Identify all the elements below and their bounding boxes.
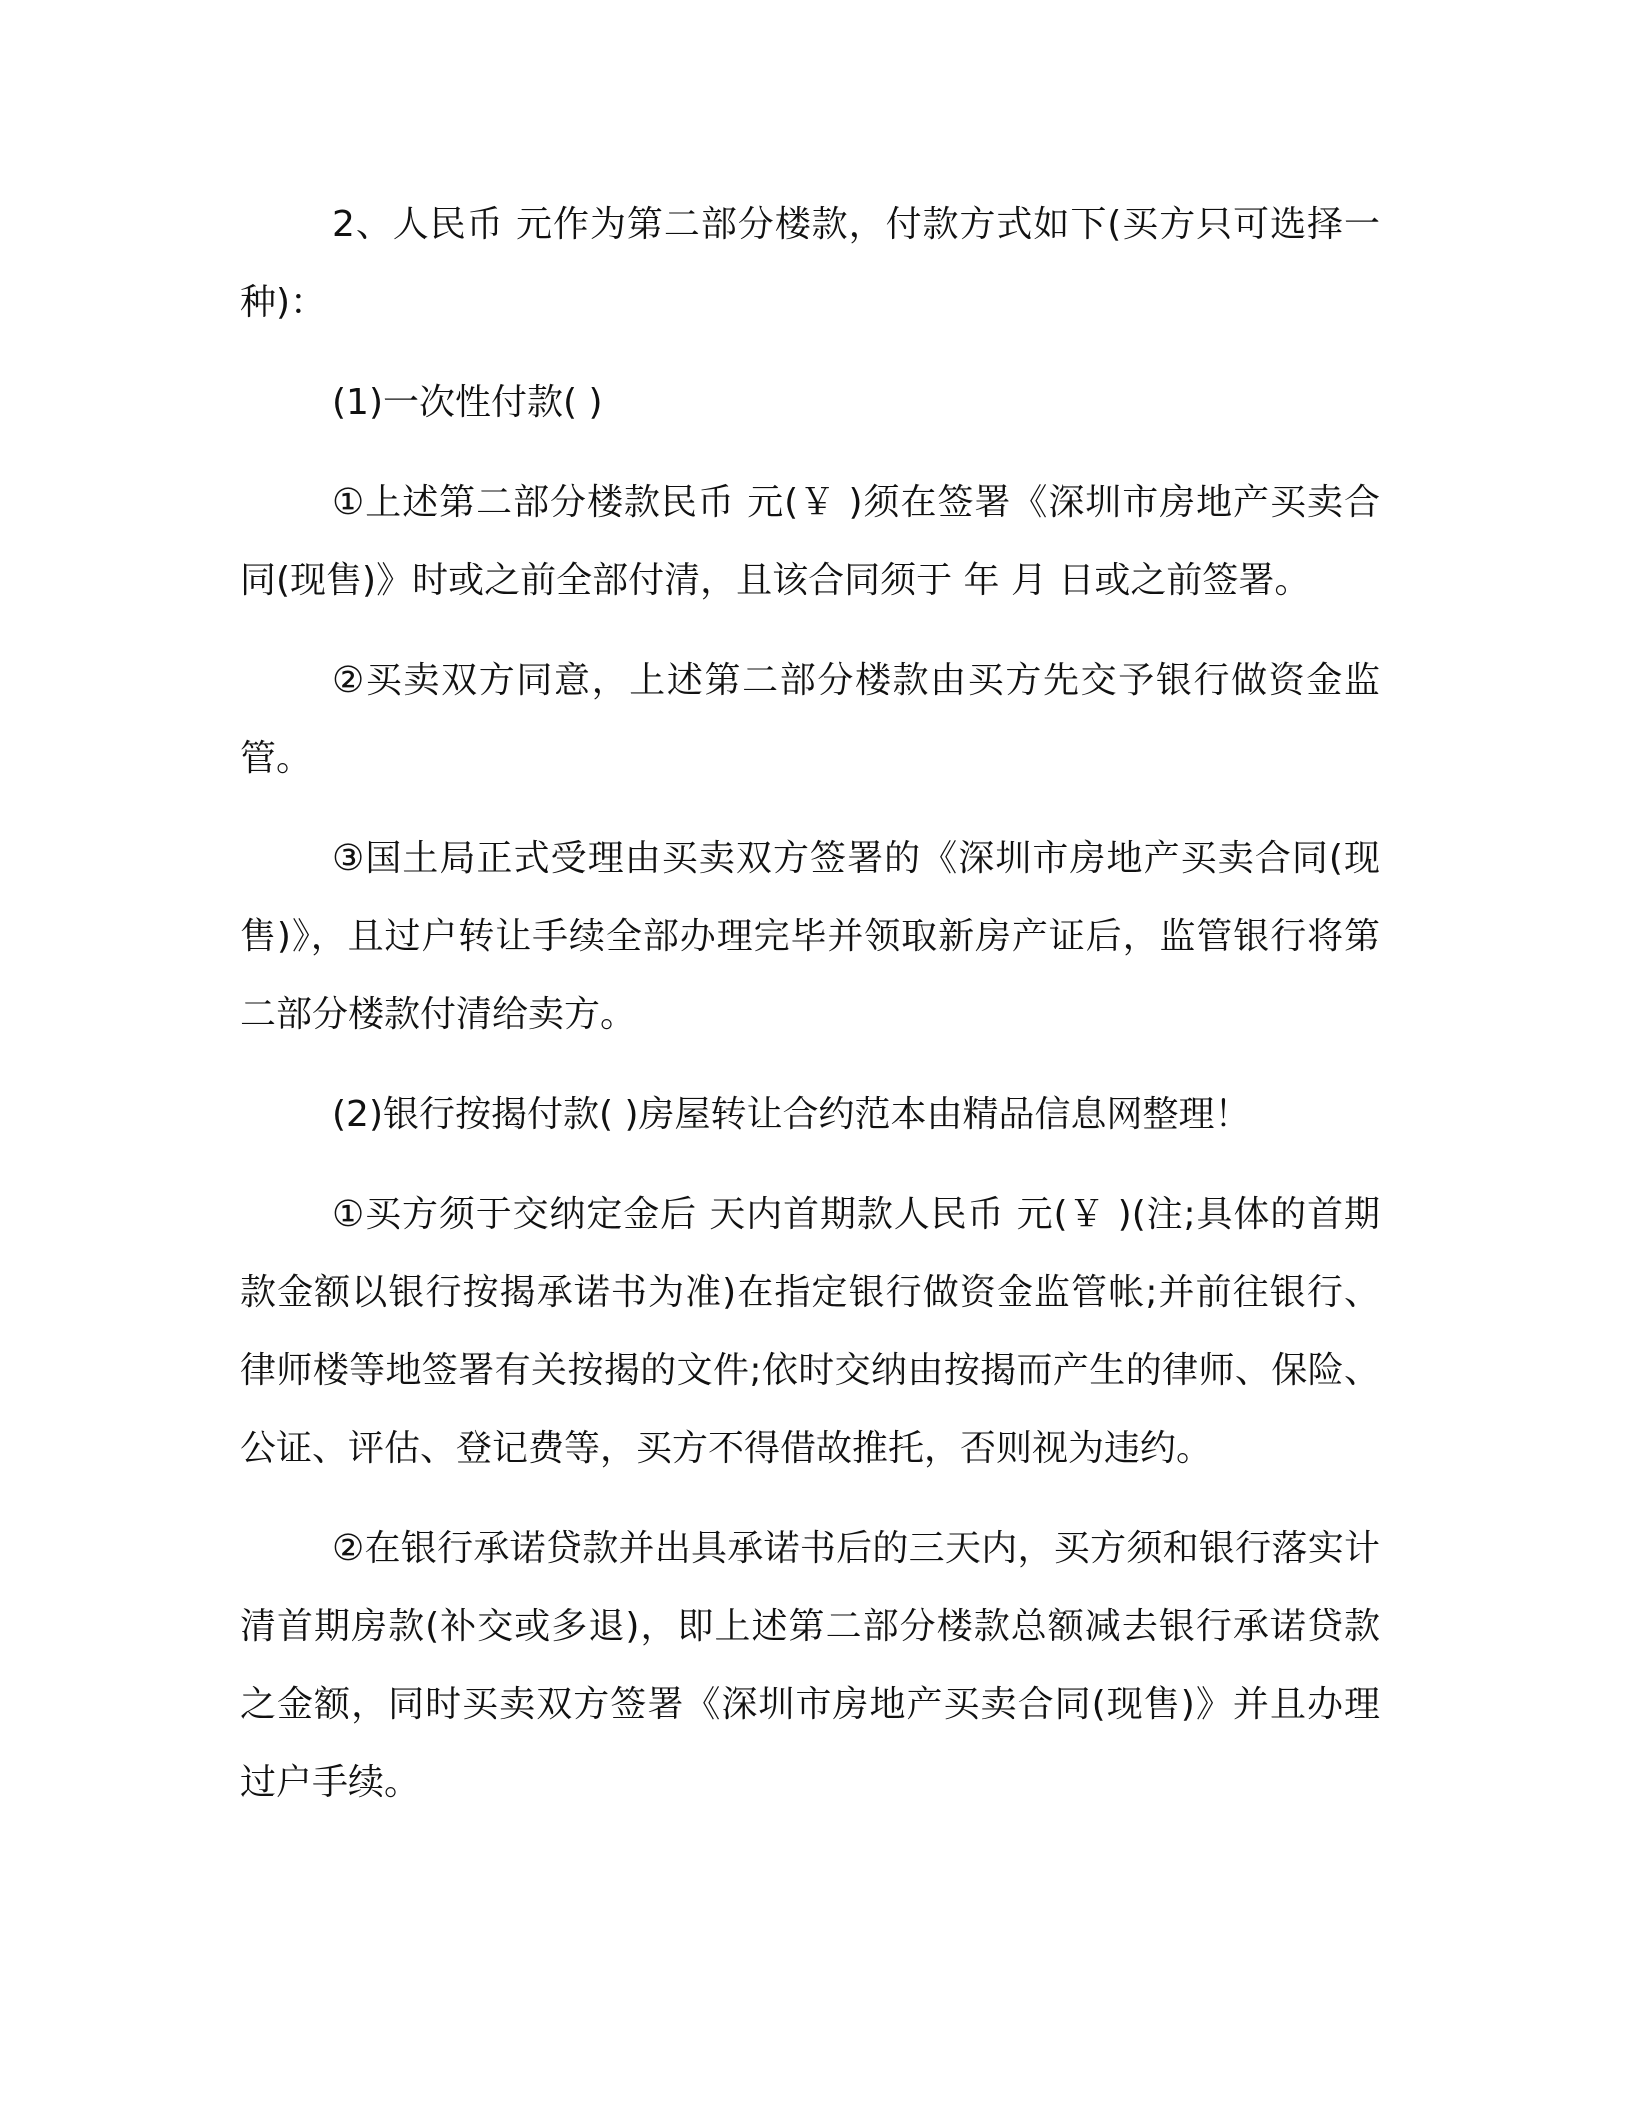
paragraph-mortgage-heading: (2)银行按揭付款( )房屋转让合约范本由精品信息网整理！: [332, 1094, 1251, 1135]
paragraph-lump-sum-heading: (1)一次性付款( ): [332, 382, 603, 423]
paragraph-lump-sum-item-3: ③国土局正式受理由买卖双方签署的《深圳市房地产买卖合同(现售)》，且过户转让手续全部办理完毕并领取新房产证后，监管银行将第二部分楼款付清给卖方。: [240, 838, 1380, 1035]
paragraph-mortgage-item-1: ①买方须于交纳定金后 天内首期款人民币 元(￥ )(注;具体的首期款金额以银行按揭承诺书为准)在指定银行做资金监管帐;并前往银行、律师楼等地签署有关按揭的文件;依时交纳由按揭而产生的律师、保险、公证、评估、登记费等，买方不得借故推托，否则视为违约。: [240, 1194, 1380, 1469]
paragraph-mortgage-item-2: ②在银行承诺贷款并出具承诺书后的三天内，买方须和银行落实计清首期房款(补交或多退)，即上述第二部分楼款总额减去银行承诺贷款之金额，同时买卖双方签署《深圳市房地产买卖合同(现售)》并且办理过户手续。: [240, 1528, 1380, 1803]
document-body: [240, 186, 1380, 1822]
paragraph-lump-sum-item-2: ②买卖双方同意，上述第二部分楼款由买方先交予银行做资金监管。: [240, 660, 1380, 779]
paragraph-lump-sum-item-1: ①上述第二部分楼款民币 元(￥ )须在签署《深圳市房地产买卖合同(现售)》时或之前全部付清，且该合同须于 年 月 日或之前签署。: [240, 482, 1380, 601]
paragraph-payment-method: 2、人民币 元作为第二部分楼款，付款方式如下(买方只可选择一种)：: [240, 204, 1380, 323]
